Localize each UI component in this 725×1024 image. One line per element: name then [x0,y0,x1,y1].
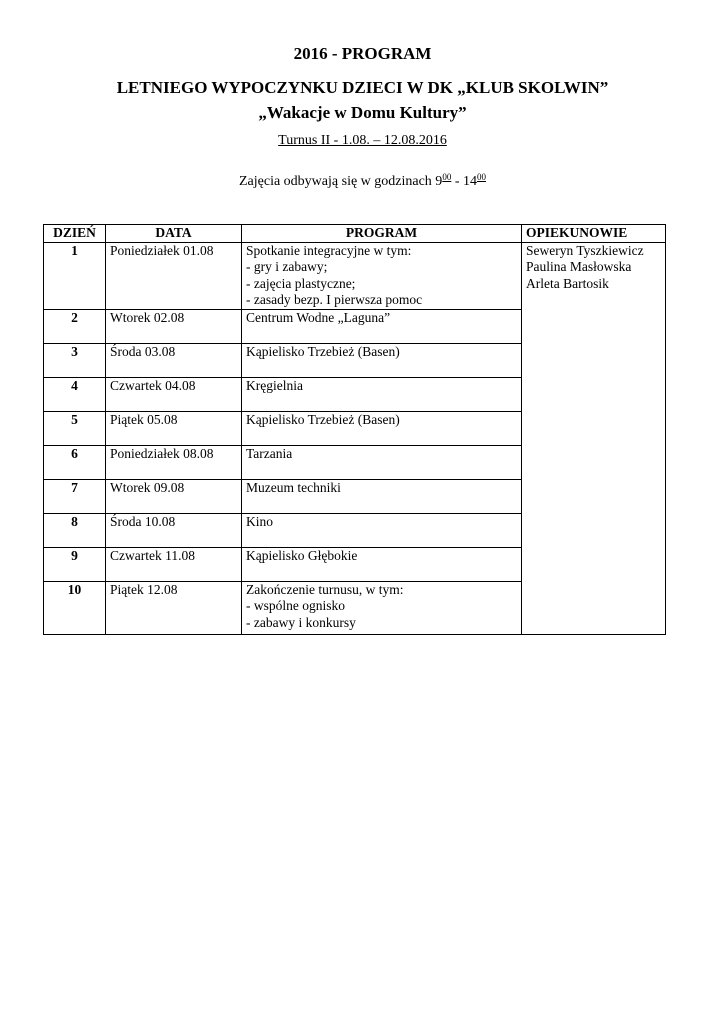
program-name: „Wakacje w Domu Kultury” [258,103,467,122]
document-title: 2016 - PROGRAM [293,44,432,63]
day-program [242,479,522,513]
program-line: Spotkanie integracyjne w tym: [246,242,412,258]
program-line: Muzeum techniki [246,479,341,495]
day-program [242,445,522,479]
program-line: - wspólne ognisko [246,598,345,613]
document-subtitle: LETNIEGO WYPOCZYNKU DZIECI W DK „KLUB SKOLWIN” [116,78,609,97]
day-date: Wtorek 09.08 [106,479,242,513]
day-date: Czwartek 11.08 [106,547,242,581]
day-number: 3 [44,343,106,377]
day-program [242,547,522,581]
program-line: - gry i zabawy; [246,259,328,274]
program-line: Zakończenie turnusu, w tym: [246,581,404,597]
day-program [242,513,522,547]
hours-from-minutes: 00 [442,172,452,182]
day-date: Wtorek 02.08 [106,309,242,343]
hours-separator: - 14 [451,174,477,189]
program-line: Kręgielnia [246,377,303,393]
program-line: - zabawy i konkursy [246,614,356,630]
column-header-caregivers: OPIEKUNOWIE [522,225,666,243]
day-date: Środa 10.08 [106,513,242,547]
day-date: Czwartek 04.08 [106,377,242,411]
day-number: 6 [44,445,106,479]
caregivers-cell [522,242,666,634]
program-line: Kino [246,513,273,529]
schedule-table [43,224,666,635]
day-number: 5 [44,411,106,445]
day-number: 9 [44,547,106,581]
day-date: Piątek 05.08 [106,411,242,445]
column-header-date: DATA [106,225,242,243]
column-header-program: PROGRAM [242,225,522,243]
day-number: 2 [44,309,106,343]
day-date: Poniedziałek 01.08 [106,242,242,309]
day-program [242,242,522,309]
day-program [242,411,522,445]
program-line: Centrum Wodne „Laguna” [246,309,391,325]
table-row [44,242,666,309]
day-number: 8 [44,513,106,547]
hours-info [0,174,725,190]
day-program [242,581,522,634]
program-line: - zajęcia plastyczne; [246,275,356,291]
program-line: Kąpielisko Trzebież (Basen) [246,411,400,427]
table-header-row [44,225,666,243]
day-program [242,343,522,377]
day-number: 10 [44,581,106,634]
caregiver-name: Seweryn Tyszkiewicz [526,242,644,258]
turnus-text: Turnus II - 1.08. – 12.08.2016 [278,133,447,148]
day-number: 4 [44,377,106,411]
day-program [242,309,522,343]
program-line: Kąpielisko Głębokie [246,547,358,563]
day-date: Piątek 12.08 [106,581,242,634]
turnus-dates [0,133,725,149]
caregiver-name: Paulina Masłowska [526,259,632,274]
column-header-day: DZIEŃ [44,225,106,243]
day-date: Środa 03.08 [106,343,242,377]
hours-prefix: Zajęcia odbywają się w godzinach 9 [239,174,443,189]
program-line: Tarzania [246,445,293,461]
day-program [242,377,522,411]
program-line: - zasady bezp. I pierwsza pomoc [246,292,423,307]
program-line: Kąpielisko Trzebież (Basen) [246,343,400,359]
hours-to-minutes: 00 [476,172,486,182]
day-date: Poniedziałek 08.08 [106,445,242,479]
day-number: 1 [44,242,106,309]
caregiver-name: Arleta Bartosik [526,275,609,291]
day-number: 7 [44,479,106,513]
